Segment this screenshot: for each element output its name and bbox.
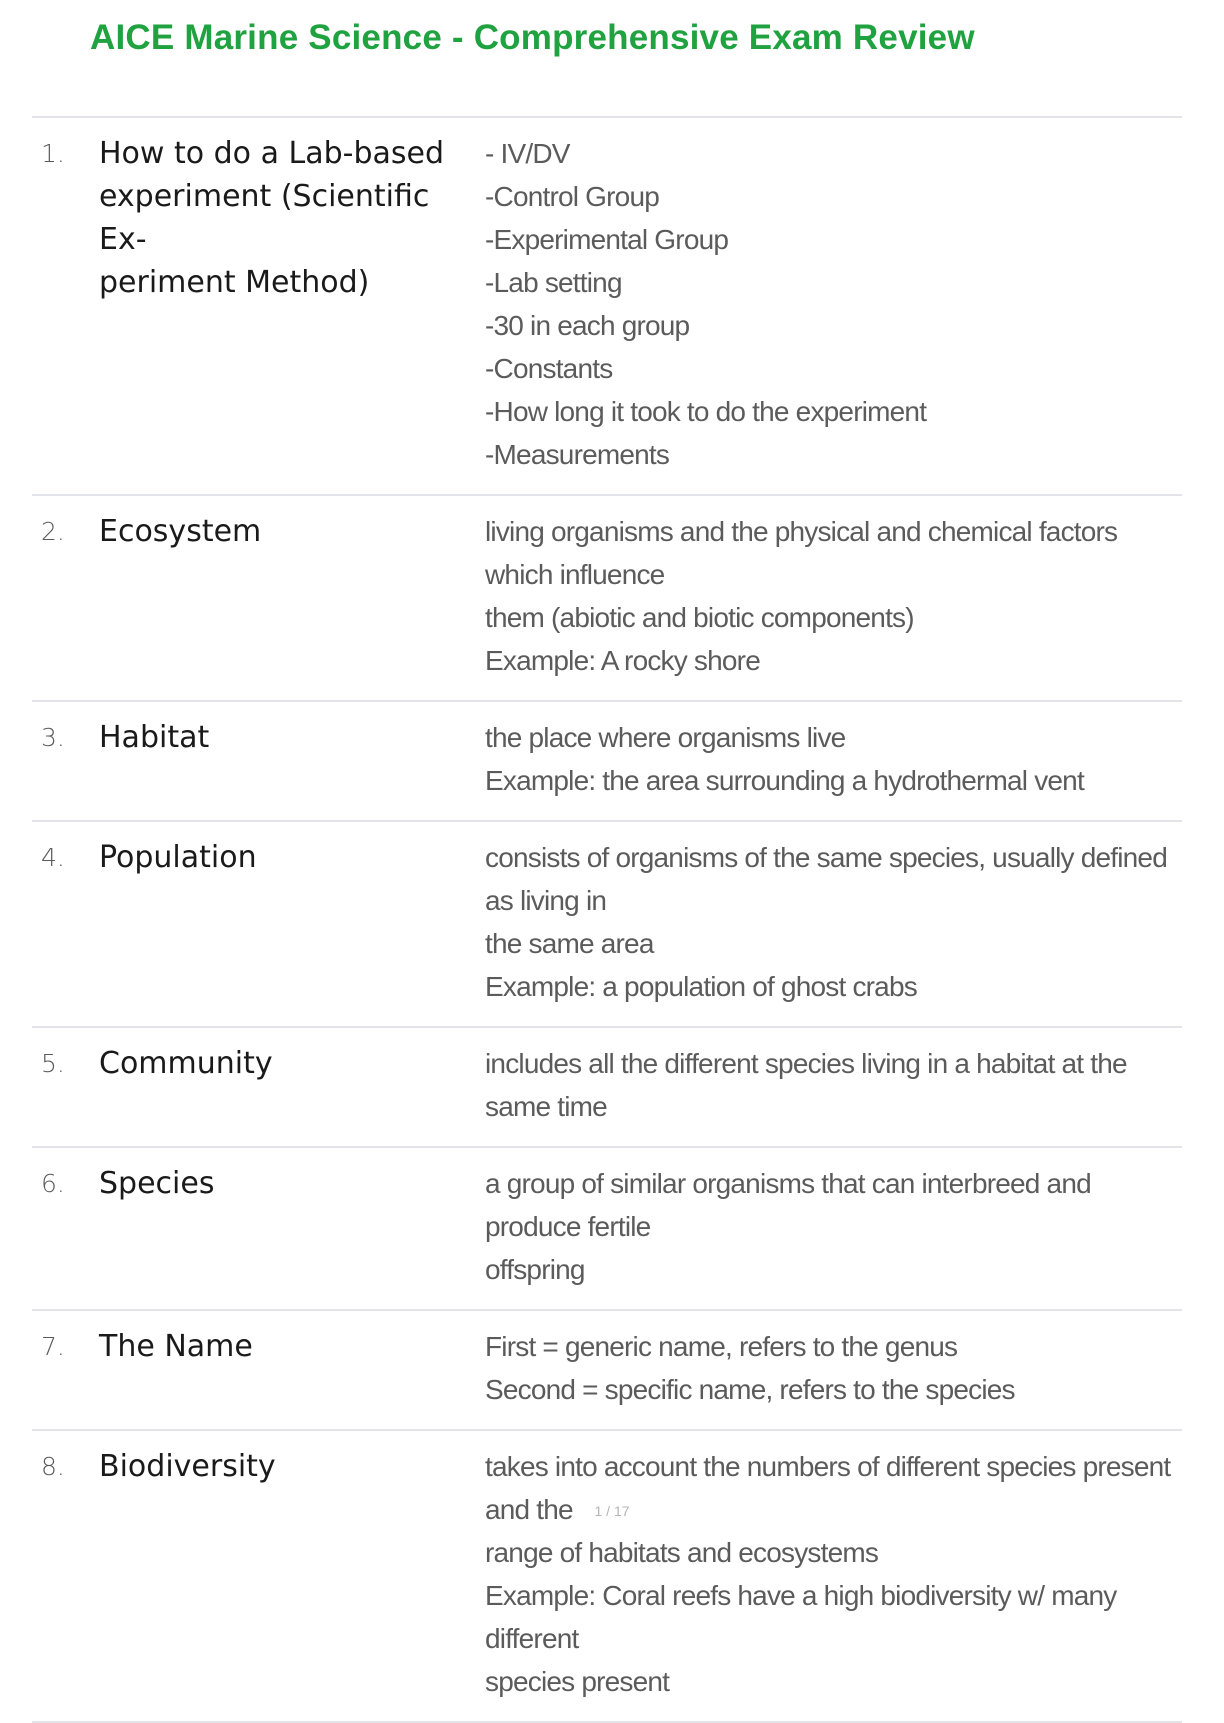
- card-term-line: Habitat: [99, 720, 210, 755]
- card-number: 1.: [41, 139, 65, 168]
- card-definition-line: -Experimental Group: [485, 224, 729, 255]
- card-term-line: Ecosystem: [99, 514, 262, 549]
- card-definition: [483, 1325, 1182, 1411]
- flashcard-row: [32, 1311, 1182, 1431]
- card-term-line: Population: [99, 840, 257, 875]
- card-term: [99, 1445, 483, 1488]
- card-number: 3.: [41, 723, 65, 752]
- card-definition-line: consists of organisms of the same species, usually defined as living in: [485, 842, 1174, 916]
- card-term: [99, 1042, 483, 1085]
- flashcard-row: [32, 822, 1182, 1028]
- card-number: 4.: [41, 843, 65, 872]
- card-term: [99, 1325, 483, 1368]
- card-definition-line: offspring: [485, 1254, 585, 1285]
- card-definition: [483, 510, 1182, 682]
- page-indicator: 1 / 17: [594, 1503, 630, 1519]
- card-term: [99, 716, 483, 759]
- card-definition-line: Example: Coral reefs have a high biodiversity w/ many different: [485, 1580, 1124, 1654]
- card-definition-line: Example: a population of ghost crabs: [485, 971, 917, 1002]
- card-number: 8.: [41, 1452, 65, 1481]
- card-definition-line: Example: A rocky shore: [485, 645, 760, 676]
- card-term: [99, 510, 483, 553]
- flashcard-list: [32, 116, 1182, 1723]
- card-term: [99, 836, 483, 879]
- card-definition-line: species present: [485, 1666, 670, 1697]
- card-definition-line: takes into account the numbers of different species present and the: [485, 1451, 1178, 1525]
- card-definition-line: -Lab setting: [485, 267, 622, 298]
- card-term-line: Species: [99, 1166, 215, 1201]
- card-definition-line: them (abiotic and biotic components): [485, 602, 914, 633]
- card-term-line: periment Method): [99, 265, 370, 300]
- card-definition-line: - IV/DV: [485, 138, 570, 169]
- flashcard-row: [32, 1148, 1182, 1311]
- card-number: 2.: [41, 517, 65, 546]
- card-term-line: experiment (Scientific Ex-: [99, 179, 439, 257]
- flashcard-row: [32, 702, 1182, 822]
- flashcard-row: [32, 118, 1182, 496]
- card-number: 6.: [41, 1169, 65, 1198]
- flashcard-row: [32, 1431, 1182, 1723]
- card-number: 5.: [41, 1049, 65, 1078]
- card-definition: [483, 1042, 1182, 1128]
- document-title: AICE Marine Science - Comprehensive Exam Review: [90, 18, 975, 57]
- card-definition-line: -Measurements: [485, 439, 670, 470]
- card-definition-line: -Constants: [485, 353, 613, 384]
- card-term: [99, 1162, 483, 1205]
- card-term-line: Biodiversity: [99, 1449, 276, 1484]
- card-definition: [483, 1162, 1182, 1291]
- flashcard-row: [32, 496, 1182, 702]
- card-definition-line: Second = specific name, refers to the species: [485, 1374, 1015, 1405]
- card-definition-line: includes all the different species living in a habitat at the same time: [485, 1048, 1134, 1122]
- card-definition-line: living organisms and the physical and chemical factors which influence: [485, 516, 1125, 590]
- card-term-line: How to do a Lab-based: [99, 136, 445, 171]
- card-term-line: Community: [99, 1046, 273, 1081]
- card-definition: [483, 836, 1182, 1008]
- card-term-line: The Name: [99, 1329, 253, 1364]
- flashcard-row: [32, 1028, 1182, 1148]
- card-definition-line: -30 in each group: [485, 310, 690, 341]
- card-definition-line: First = generic name, refers to the genus: [485, 1331, 958, 1362]
- card-definition: [483, 1445, 1182, 1703]
- card-definition: [483, 716, 1182, 802]
- card-number: 7.: [41, 1332, 65, 1361]
- card-definition-line: the same area: [485, 928, 654, 959]
- card-definition-line: range of habitats and ecosystems: [485, 1537, 879, 1568]
- card-definition-line: -Control Group: [485, 181, 659, 212]
- card-definition-line: Example: the area surrounding a hydrothermal vent: [485, 765, 1084, 796]
- card-definition-line: a group of similar organisms that can interbreed and produce fertile: [485, 1168, 1098, 1242]
- card-definition: [483, 132, 1182, 476]
- card-definition-line: -How long it took to do the experiment: [485, 396, 927, 427]
- card-definition-line: the place where organisms live: [485, 722, 846, 753]
- card-term: [99, 132, 483, 304]
